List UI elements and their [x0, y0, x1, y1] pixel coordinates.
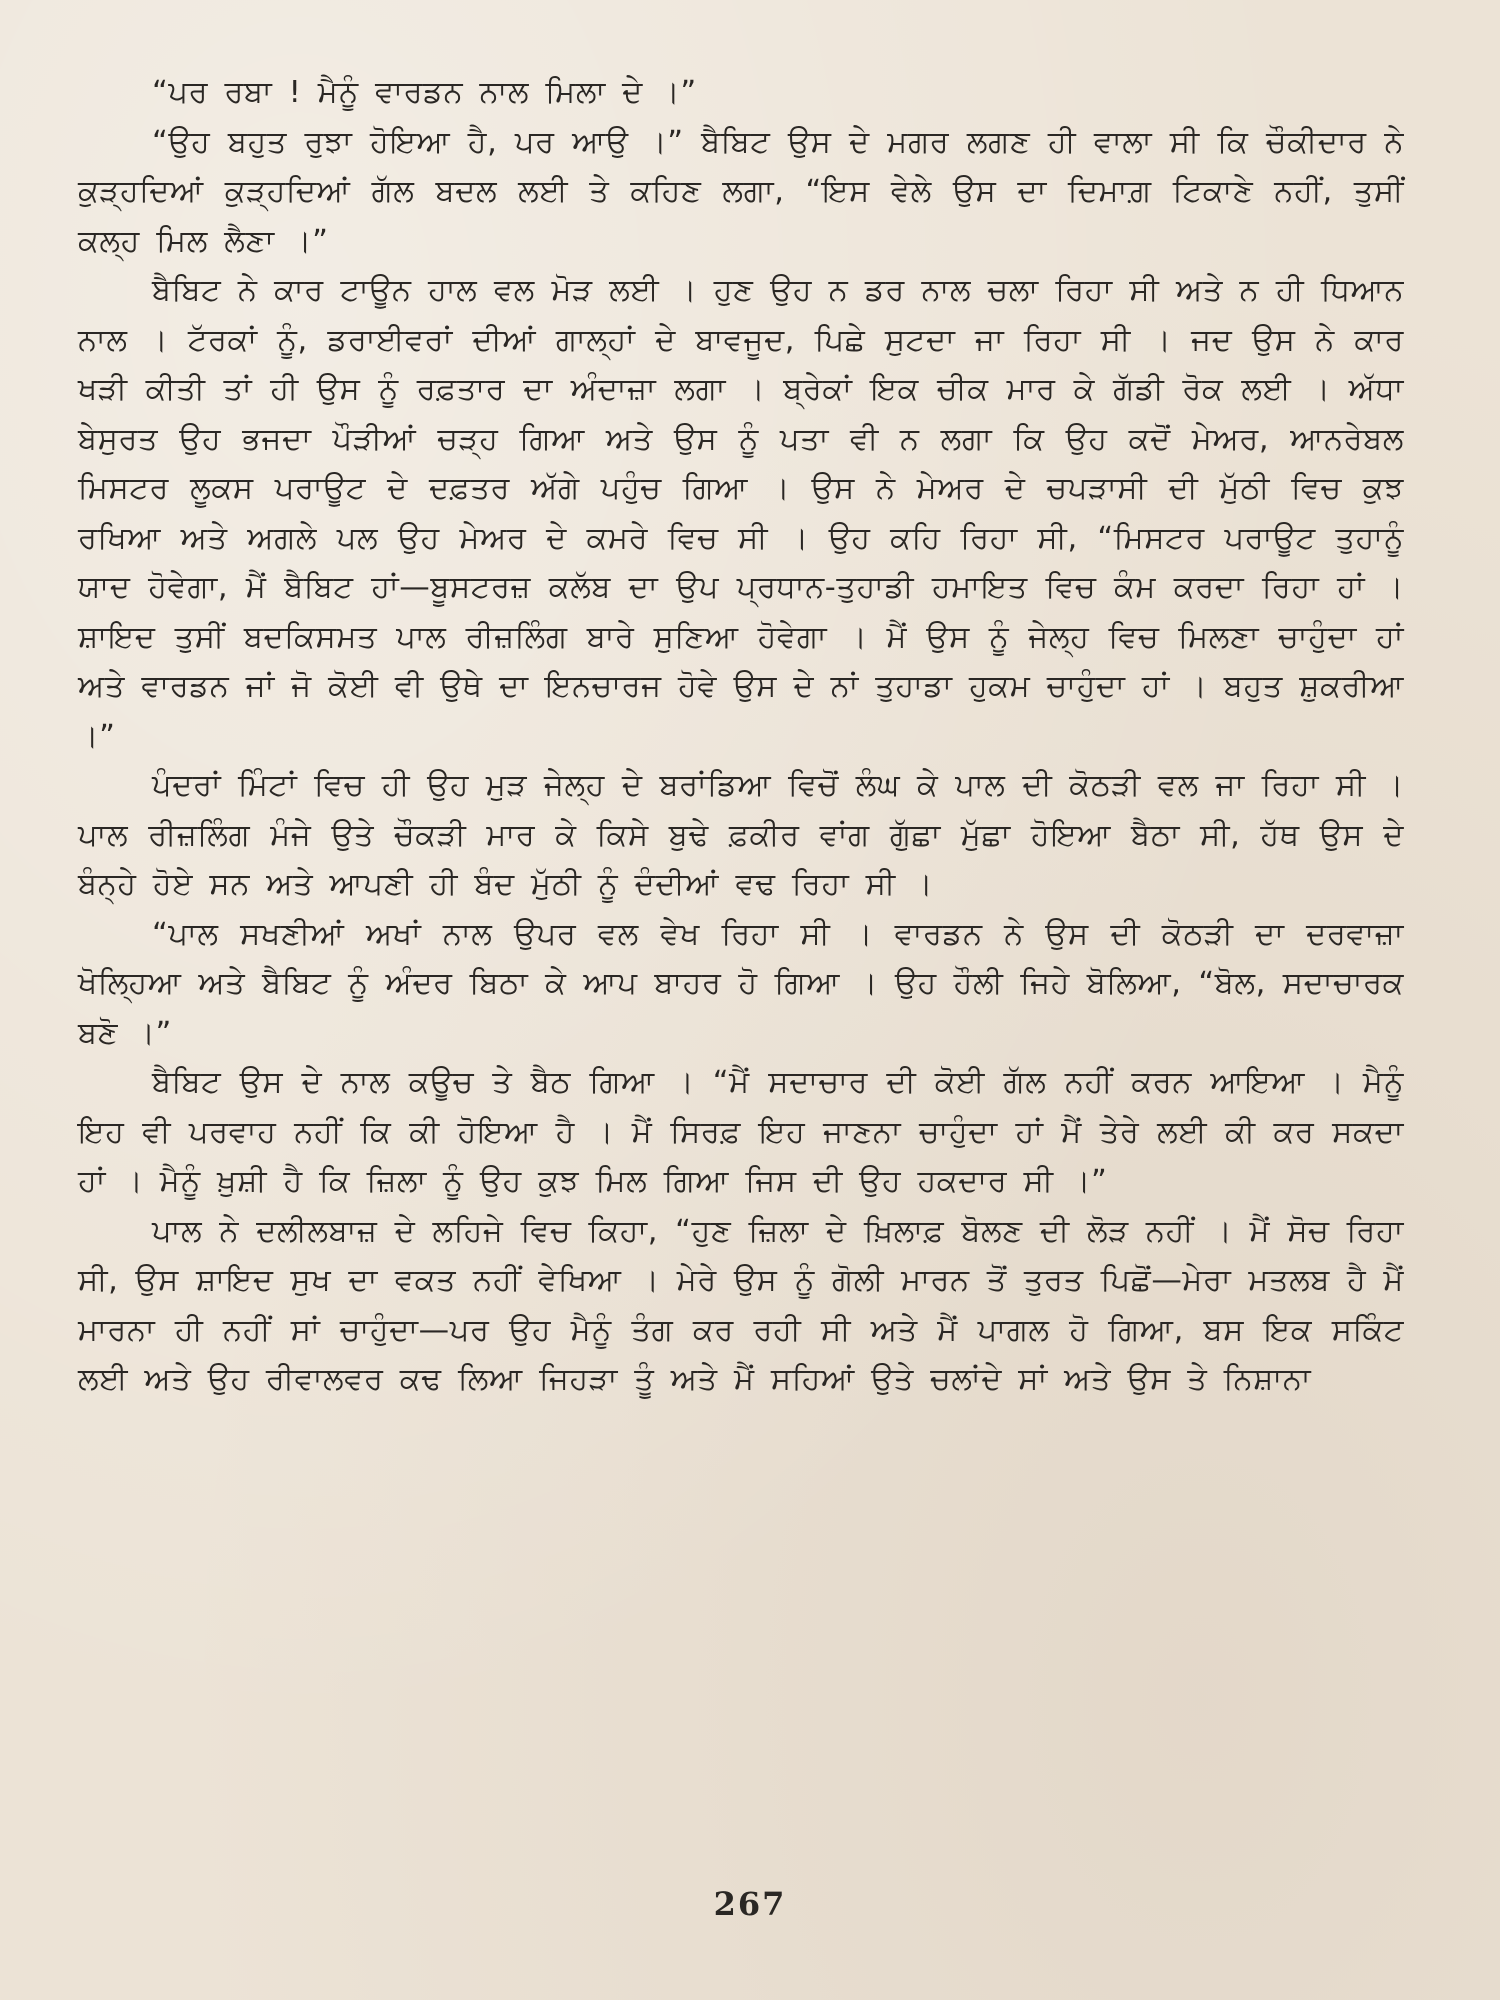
paragraph-4: ਪੰਦਰਾਂ ਮਿੰਟਾਂ ਵਿਚ ਹੀ ਉਹ ਮੁੜ ਜੇਲ੍ਹ ਦੇ ਬਰਾਂਡਿਆ ਵਿਚੋਂ ਲੰਘ ਕੇ ਪਾਲ ਦੀ ਕੋਠੜੀ ਵਲ ਜਾ ਰਿਹਾ ਸੀ । ਪਾਲ ਰੀਜ਼ਲਿੰਗ ਮੰਜੇ ਉਤੇ ਚੌਕੜੀ ਮਾਰ ਕੇ ਕਿਸੇ ਬੁਢੇ ਫ਼ਕੀਰ ਵਾਂਗ ਗੁੱਛਾ ਮੁੱਛਾ ਹੋਇਆ ਬੈਠਾ ਸੀ, ਹੱਥ ਉਸ ਦੇ ਬੰਨ੍ਹੇ ਹੋਏ ਸਨ ਅਤੇ ਆਪਣੀ ਹੀ ਬੰਦ ਮੁੱਠੀ ਨੂੰ ਦੰਦੀਆਂ ਵਢ ਰਿਹਾ ਸੀ । — [78, 768, 1404, 902]
paragraph-2: “ਉਹ ਬਹੁਤ ਰੁਝਾ ਹੋਇਆ ਹੈ, ਪਰ ਆਉ ।” ਬੈਬਿਟ ਉਸ ਦੇ ਮਗਰ ਲਗਣ ਹੀ ਵਾਲਾ ਸੀ ਕਿ ਚੌਕੀਦਾਰ ਨੇ ਕੁੜ੍ਹਦਿਆਂ ਕੁੜ੍ਹਦਿਆਂ ਗੱਲ ਬਦਲ ਲਈ ਤੇ ਕਹਿਣ ਲਗਾ, “ਇਸ ਵੇਲੇ ਉਸ ਦਾ ਦਿਮਾਗ਼ ਟਿਕਾਣੇ ਨਹੀਂ, ਤੁਸੀਂ ਕਲ੍ਹ ਮਿਲ ਲੈਣਾ ।” — [78, 124, 1404, 259]
page-body-text — [78, 68, 1404, 1405]
page-number: 267 — [713, 1885, 787, 1923]
paragraph-7: ਪਾਲ ਨੇ ਦਲੀਲਬਾਜ਼ ਦੇ ਲਹਿਜੇ ਵਿਚ ਕਿਹਾ, “ਹੁਣ ਜ਼ਿਲਾ ਦੇ ਖ਼ਿਲਾਫ਼ ਬੋਲਣ ਦੀ ਲੋੜ ਨਹੀਂ । ਮੈਂ ਸੋਚ ਰਿਹਾ ਸੀ, ਉਸ ਸ਼ਾਇਦ ਸੁਖ ਦਾ ਵਕਤ ਨਹੀਂ ਵੇਖਿਆ । ਮੇਰੇ ਉਸ ਨੂੰ ਗੋਲੀ ਮਾਰਨ ਤੋਂ ਤੁਰਤ ਪਿਛੋਂ—ਮੇਰਾ ਮਤਲਬ ਹੈ ਮੈਂ ਮਾਰਨਾ ਹੀ ਨਹੀਂ ਸਾਂ ਚਾਹੁੰਦਾ—ਪਰ ਉਹ ਮੈਨੂੰ ਤੰਗ ਕਰ ਰਹੀ ਸੀ ਅਤੇ ਮੈਂ ਪਾਗਲ ਹੋ ਗਿਆ, ਬਸ ਇਕ ਸਕਿੰਟ ਲਈ ਅਤੇ ਉਹ ਰੀਵਾਲਵਰ ਕਢ ਲਿਆ ਜਿਹੜਾ ਤੂੰ ਅਤੇ ਮੈਂ ਸਹਿਆਂ ਉਤੇ ਚਲਾਂਦੇ ਸਾਂ ਅਤੇ ਉਸ ਤੇ ਨਿਸ਼ਾਨਾ — [78, 1213, 1404, 1397]
paragraph-1: “ਪਰ ਰਬਾ ! ਮੈਨੂੰ ਵਾਰਡਨ ਨਾਲ ਮਿਲਾ ਦੇ ।” — [152, 75, 697, 110]
paragraph-5: “ਪਾਲ ਸਖਣੀਆਂ ਅਖਾਂ ਨਾਲ ਉਪਰ ਵਲ ਵੇਖ ਰਿਹਾ ਸੀ । ਵਾਰਡਨ ਨੇ ਉਸ ਦੀ ਕੋਠੜੀ ਦਾ ਦਰਵਾਜ਼ਾ ਖੋਲ੍ਹਿਆ ਅਤੇ ਬੈਬਿਟ ਨੂੰ ਅੰਦਰ ਬਿਠਾ ਕੇ ਆਪ ਬਾਹਰ ਹੋ ਗਿਆ । ਉਹ ਹੌਲੀ ਜਿਹੇ ਬੋਲਿਆ, “ਬੋਲ, ਸਦਾਚਾਰਕ ਬਣੋ ।” — [78, 916, 1404, 1051]
paragraph-3: ਬੈਬਿਟ ਨੇ ਕਾਰ ਟਾਊਨ ਹਾਲ ਵਲ ਮੋੜ ਲਈ । ਹੁਣ ਉਹ ਨ ਡਰ ਨਾਲ ਚਲਾ ਰਿਹਾ ਸੀ ਅਤੇ ਨ ਹੀ ਧਿਆਨ ਨਾਲ । ਟੱਰਕਾਂ ਨੂੰ, ਡਰਾਈਵਰਾਂ ਦੀਆਂ ਗਾਲ੍ਹਾਂ ਦੇ ਬਾਵਜੂਦ, ਪਿਛੇ ਸੁਟਦਾ ਜਾ ਰਿਹਾ ਸੀ । ਜਦ ਉਸ ਨੇ ਕਾਰ ਖੜੀ ਕੀਤੀ ਤਾਂ ਹੀ ਉਸ ਨੂੰ ਰਫ਼ਤਾਰ ਦਾ ਅੰਦਾਜ਼ਾ ਲਗਾ । ਬ੍ਰੇਕਾਂ ਇਕ ਚੀਕ ਮਾਰ ਕੇ ਗੱਡੀ ਰੋਕ ਲਈ । ਅੱਧਾ ਬੇਸੁਰਤ ਉਹ ਭਜਦਾ ਪੌੜੀਆਂ ਚੜ੍ਹ ਗਿਆ ਅਤੇ ਉਸ ਨੂੰ ਪਤਾ ਵੀ ਨ ਲਗਾ ਕਿ ਉਹ ਕਦੋਂ ਮੇਅਰ, ਆਨਰੇਬਲ ਮਿਸਟਰ ਲੂਕਸ ਪਰਾਊਟ ਦੇ ਦਫ਼ਤਰ ਅੱਗੇ ਪਹੁੰਚ ਗਿਆ । ਉਸ ਨੇ ਮੇਅਰ ਦੇ ਚਪੜਾਸੀ ਦੀ ਮੁੱਠੀ ਵਿਚ ਕੁਝ ਰਖਿਆ ਅਤੇ ਅਗਲੇ ਪਲ ਉਹ ਮੇਅਰ ਦੇ ਕਮਰੇ ਵਿਚ ਸੀ । ਉਹ ਕਹਿ ਰਿਹਾ ਸੀ, “ਮਿਸਟਰ ਪਰਾਊਟ ਤੁਹਾਨੂੰ ਯਾਦ ਹੋਵੇਗਾ, ਮੈਂ ਬੈਬਿਟ ਹਾਂ—ਬੂਸਟਰਜ਼ ਕਲੱਬ ਦਾ ਉਪ ਪ੍ਰਧਾਨ-ਤੁਹਾਡੀ ਹਮਾਇਤ ਵਿਚ ਕੰਮ ਕਰਦਾ ਰਿਹਾ ਹਾਂ । ਸ਼ਾਇਦ ਤੁਸੀਂ ਬਦਕਿਸਮਤ ਪਾਲ ਰੀਜ਼ਲਿੰਗ ਬਾਰੇ ਸੁਣਿਆ ਹੋਵੇਗਾ । ਮੈਂ ਉਸ ਨੂੰ ਜੇਲ੍ਹ ਵਿਚ ਮਿਲਣਾ ਚਾਹੁੰਦਾ ਹਾਂ ਅਤੇ ਵਾਰਡਨ ਜਾਂ ਜੋ ਕੋਈ ਵੀ ਉਥੇ ਦਾ ਇਨਚਾਰਜ ਹੋਵੇ ਉਸ ਦੇ ਨਾਂ ਤੁਹਾਡਾ ਹੁਕਮ ਚਾਹੁੰਦਾ ਹਾਂ । ਬਹੁਤ ਸ਼ੁਕਰੀਆ ।” — [78, 273, 1404, 754]
paragraph-6: ਬੈਬਿਟ ਉਸ ਦੇ ਨਾਲ ਕਊਚ ਤੇ ਬੈਠ ਗਿਆ । “ਮੈਂ ਸਦਾਚਾਰ ਦੀ ਕੋਈ ਗੱਲ ਨਹੀਂ ਕਰਨ ਆਇਆ । ਮੈਨੂੰ ਇਹ ਵੀ ਪਰਵਾਹ ਨਹੀਂ ਕਿ ਕੀ ਹੋਇਆ ਹੈ । ਮੈਂ ਸਿਰਫ਼ ਇਹ ਜਾਣਨਾ ਚਾਹੁੰਦਾ ਹਾਂ ਮੈਂ ਤੇਰੇ ਲਈ ਕੀ ਕਰ ਸਕਦਾ ਹਾਂ । ਮੈਨੂੰ ਖ਼ੁਸ਼ੀ ਹੈ ਕਿ ਜ਼ਿਲਾ ਨੂੰ ਉਹ ਕੁਝ ਮਿਲ ਗਿਆ ਜਿਸ ਦੀ ਉਹ ਹਕਦਾਰ ਸੀ ।” — [78, 1065, 1404, 1199]
